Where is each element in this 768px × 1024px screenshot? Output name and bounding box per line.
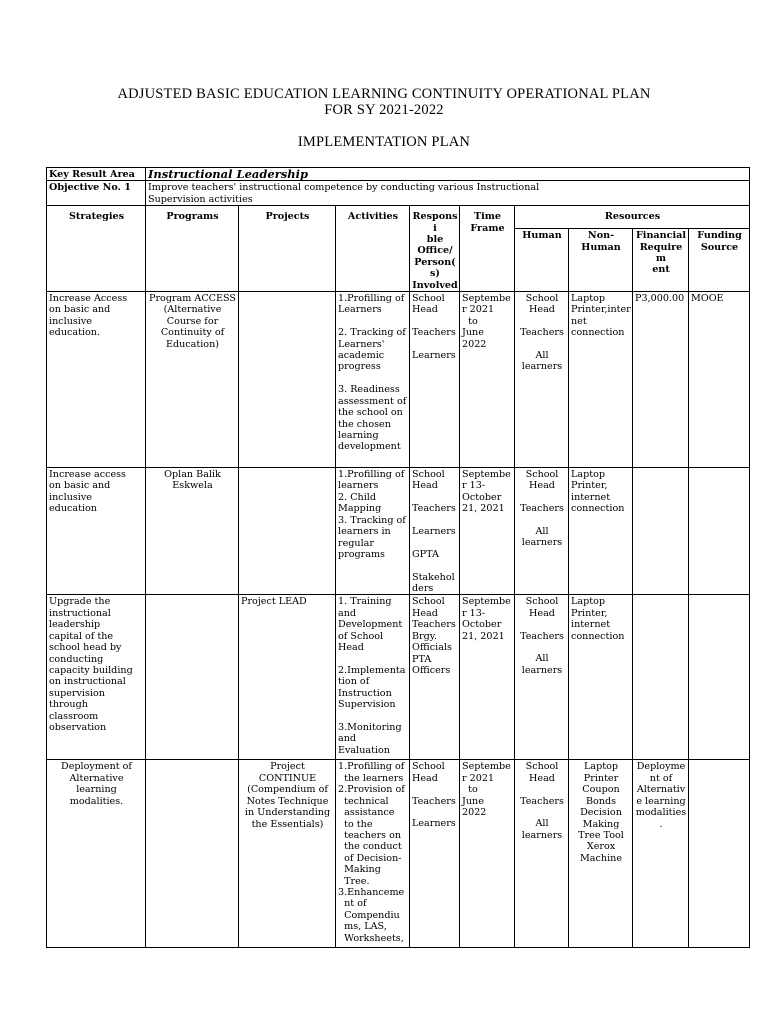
header-projects: Projects xyxy=(239,206,336,292)
strategy-cell-line: learning xyxy=(76,784,117,796)
nonhuman-cell xyxy=(569,595,633,760)
activities-cell-line: 3.Monitoring xyxy=(338,721,402,733)
nonhuman-cell-line: Making xyxy=(582,818,620,830)
activities-cell-line: tion of xyxy=(338,676,370,688)
table-row xyxy=(47,292,750,468)
human-cell-line: Teachers xyxy=(520,503,564,515)
human-cell-line: learners xyxy=(521,537,563,549)
activities-cell-line: technical xyxy=(338,795,389,807)
activities-cell-line: 1.Profilling of xyxy=(338,469,405,481)
strategy-cell-line: classroom xyxy=(49,710,99,722)
activities-cell-line: 1. Training xyxy=(338,596,392,608)
nonhuman-cell-line: Machine xyxy=(579,852,623,864)
timeframe-cell-line: Septembe xyxy=(462,293,511,305)
human-cell-line xyxy=(517,807,567,818)
human-cell-line: All xyxy=(535,818,549,830)
nonhuman-cell-line: net xyxy=(571,315,587,327)
human-cell-line xyxy=(517,316,567,327)
activities-cell-line: learners xyxy=(338,480,379,492)
project-cell-line: Project CONTINUE xyxy=(258,761,317,784)
responsible-cell-line xyxy=(412,807,458,818)
header-nonhuman-line: Non- xyxy=(587,230,615,242)
timeframe-cell xyxy=(460,292,515,468)
activities-cell-line: the school on xyxy=(338,407,403,419)
nonhuman-cell-line: Printer,inter xyxy=(571,304,631,316)
header-strategies: Strategies xyxy=(47,206,146,292)
strategy-cell xyxy=(47,292,146,468)
nonhuman-cell xyxy=(569,760,633,948)
strategy-cell-line: Deployment of xyxy=(61,761,132,773)
activities-cell-line: to the xyxy=(338,818,373,830)
responsible-cell-line: Stakehol xyxy=(412,571,455,583)
nonhuman-cell-line: Laptop xyxy=(583,761,618,773)
strategy-cell-line: observation xyxy=(49,721,107,733)
financial-cell-line: . xyxy=(659,818,663,830)
human-cell-line: Head xyxy=(529,607,555,619)
human-cell-line: School xyxy=(525,469,559,481)
human-cell xyxy=(515,292,569,468)
strategy-cell-line: school head by xyxy=(49,642,122,654)
header-responsible-line: ble xyxy=(426,234,444,246)
header-responsible-line: Responsi xyxy=(412,211,458,234)
responsible-cell xyxy=(410,595,460,760)
activities-cell-line: of School xyxy=(338,630,384,642)
responsible-cell-line xyxy=(412,560,458,571)
header-resources: Resources xyxy=(515,206,750,229)
strategy-cell-line: Increase access xyxy=(49,469,126,481)
activities-cell-line: 1.Profilling of xyxy=(338,293,405,305)
project-cell-line: Notes Technique xyxy=(246,795,329,807)
funding-cell xyxy=(689,292,750,468)
responsible-cell-line: Teachers xyxy=(412,795,456,807)
kra-label: Key Result Area xyxy=(47,168,146,181)
kra-value: Instructional Leadership xyxy=(146,168,750,181)
nonhuman-cell-line: connection xyxy=(571,503,625,515)
financial-cell xyxy=(633,292,689,468)
activities-cell-line: Instruction xyxy=(338,687,392,699)
timeframe-cell-line: 21, 2021 xyxy=(462,630,505,642)
program-cell-line: Continuity of xyxy=(160,327,225,339)
strategy-cell-line: instructional xyxy=(49,607,111,619)
activities-cell-line: 2. Child xyxy=(338,491,377,503)
objective-text xyxy=(146,181,750,206)
human-cell-line: All xyxy=(535,653,549,665)
responsible-cell-line: Teachers xyxy=(412,327,456,339)
nonhuman-cell-line: Laptop xyxy=(571,596,606,608)
human-cell-line xyxy=(517,339,567,350)
nonhuman-cell-line: Coupon xyxy=(582,784,620,796)
timeframe-cell-line: to xyxy=(462,315,478,327)
responsible-cell xyxy=(410,468,460,595)
header-human: Human xyxy=(515,229,569,292)
activities-cell xyxy=(336,468,410,595)
program-cell-line: Education) xyxy=(165,338,220,350)
header-responsible xyxy=(410,206,460,292)
human-cell-line xyxy=(517,492,567,503)
program-cell-line: Oplan Balik xyxy=(164,469,221,481)
activities-cell-line: Development xyxy=(338,619,403,631)
activities-cell-line: Learners' xyxy=(338,338,385,350)
funding-cell xyxy=(689,595,750,760)
project-cell-line: (Compendium of xyxy=(247,784,328,796)
program-cell-line: Program ACCESS xyxy=(149,293,236,305)
financial-cell-line: P3,000.00 xyxy=(635,293,685,305)
header-funding xyxy=(689,229,750,292)
human-cell-line: All xyxy=(535,526,549,538)
activities-cell-line: assistance xyxy=(338,807,395,819)
activities-cell-line: the conduct xyxy=(338,841,402,853)
header-financial-line: ent xyxy=(652,264,670,276)
header-nonhuman-line: Human xyxy=(581,241,621,253)
activities-cell-line: Supervision xyxy=(338,699,396,711)
header-financial-line: Requirem xyxy=(639,241,683,264)
activities-cell-line: Worksheets, xyxy=(338,932,404,944)
project-cell-line: Project LEAD xyxy=(241,596,307,608)
project-cell-line: in Understanding xyxy=(244,807,331,819)
strategy-cell-line: on basic and xyxy=(49,480,111,492)
activities-cell-line: assessment of xyxy=(338,395,407,407)
objective-text-line: Supervision activities xyxy=(148,193,253,205)
timeframe-cell xyxy=(460,468,515,595)
nonhuman-cell-line: Laptop xyxy=(571,293,606,305)
financial-cell-line: nt of xyxy=(649,772,673,784)
activities-cell-line: learning xyxy=(338,429,379,441)
header-financial-line: Financial xyxy=(636,230,686,242)
responsible-cell-line: Head xyxy=(412,304,438,316)
responsible-cell-line: School xyxy=(412,761,445,773)
strategy-cell-line: modalities. xyxy=(69,795,124,807)
responsible-cell-line xyxy=(412,492,458,503)
timeframe-cell-line: Septembe xyxy=(462,596,511,608)
implementation-plan-table xyxy=(46,167,750,948)
project-cell-line: the Essentials) xyxy=(251,818,324,830)
activities-cell-line: learners in xyxy=(338,526,391,538)
strategy-cell-line: Upgrade the xyxy=(49,596,111,608)
timeframe-cell-line: October xyxy=(462,619,502,631)
responsible-cell-line: School xyxy=(412,469,445,481)
timeframe-cell-line: 2022 xyxy=(462,807,487,819)
timeframe-cell-line: October xyxy=(462,491,502,503)
nonhuman-cell-line: Laptop xyxy=(571,469,606,481)
human-cell-line: Teachers xyxy=(520,630,564,642)
responsible-cell-line: PTA xyxy=(412,653,432,665)
activities-cell-line: 3.Enhanceme xyxy=(338,886,405,898)
plan-rows xyxy=(47,292,750,948)
human-cell-line: School xyxy=(525,761,559,773)
header-responsible-line: Person(s) xyxy=(414,256,456,280)
table-row xyxy=(47,595,750,760)
timeframe-cell-line: 21, 2021 xyxy=(462,503,505,515)
nonhuman-cell-line: internet xyxy=(571,619,611,631)
objective-text-line: Improve teachers' instructional competence by conducting various Instructional xyxy=(148,182,540,194)
table-row xyxy=(47,468,750,595)
nonhuman-cell-line: connection xyxy=(571,327,625,339)
human-cell-line: School xyxy=(525,596,559,608)
document-title-line2: FOR SY 2021-2022 xyxy=(324,102,444,118)
table-row xyxy=(47,760,750,948)
responsible-cell-line xyxy=(412,784,458,795)
activities-cell-line: development xyxy=(338,441,401,453)
human-cell-line xyxy=(517,619,567,630)
activities-cell-line: Evaluation xyxy=(338,744,390,756)
nonhuman-cell-line: Bonds xyxy=(585,795,617,807)
strategy-cell-line: on instructional xyxy=(49,676,126,688)
funding-cell xyxy=(689,468,750,595)
header-funding-line: Source xyxy=(700,241,739,253)
financial-cell-line: modalities xyxy=(635,807,687,819)
header-timeframe-line: Frame xyxy=(470,222,505,234)
timeframe-cell-line: 2022 xyxy=(462,338,487,350)
timeframe-cell-line: Septembe xyxy=(462,469,511,481)
document-subtitle: IMPLEMENTATION PLAN xyxy=(297,134,471,150)
human-cell-line: learners xyxy=(521,664,563,676)
activities-cell-line: 1.Profilling of xyxy=(338,761,405,773)
program-cell xyxy=(146,760,239,948)
activities-cell-line: progress xyxy=(338,361,381,373)
nonhuman-cell-line: internet xyxy=(571,491,611,503)
human-cell-line xyxy=(517,515,567,526)
nonhuman-cell-line: Printer, xyxy=(571,607,608,619)
program-cell-line: (Alternative xyxy=(163,304,222,316)
human-cell-line: Head xyxy=(529,480,555,492)
header-activities: Activities xyxy=(336,206,410,292)
human-cell-line: School xyxy=(525,293,559,305)
activities-cell-line: Mapping xyxy=(338,503,382,515)
strategy-cell-line: inclusive xyxy=(49,315,92,327)
strategy-cell-line: inclusive xyxy=(49,491,92,503)
activities-cell-line: programs xyxy=(338,548,385,560)
responsible-cell-line: Learners xyxy=(412,350,456,362)
timeframe-cell-line: r 2021 xyxy=(462,772,495,784)
responsible-cell-line xyxy=(412,339,458,350)
activities-cell-line: Tree. xyxy=(338,875,370,887)
nonhuman-cell-line: Decision xyxy=(580,807,622,819)
funding-cell xyxy=(689,760,750,948)
strategy-cell-line: leadership xyxy=(49,619,101,631)
strategy-cell-line: Increase Access xyxy=(49,293,128,305)
human-cell-line: learners xyxy=(521,361,563,373)
nonhuman-cell-line: Printer xyxy=(583,772,619,784)
activities-cell-line: and xyxy=(338,607,357,619)
responsible-cell-line: Teachers xyxy=(412,619,456,631)
header-nonhuman xyxy=(569,229,633,292)
human-cell-line: learners xyxy=(521,829,563,841)
activities-cell xyxy=(336,595,410,760)
document-title-line1: ADJUSTED BASIC EDUCATION LEARNING CONTINUITY OPERATIONAL PLAN xyxy=(117,86,651,102)
activities-cell-line: academic xyxy=(338,350,385,362)
program-cell xyxy=(146,468,239,595)
nonhuman-cell-line: connection xyxy=(571,630,625,642)
human-cell xyxy=(515,595,569,760)
responsible-cell-line: Head xyxy=(412,607,438,619)
project-cell xyxy=(239,292,336,468)
header-responsible-line: Office/ xyxy=(417,245,453,257)
responsible-cell-line: Head xyxy=(412,480,438,492)
funding-cell-line: MOOE xyxy=(691,293,724,305)
activities-cell-line xyxy=(338,373,408,384)
human-cell-line: Teachers xyxy=(520,327,564,339)
responsible-cell-line: Learners xyxy=(412,818,456,830)
human-cell xyxy=(515,468,569,595)
activities-cell xyxy=(336,760,410,948)
financial-cell-line: Deployme xyxy=(636,761,686,773)
timeframe-cell-line: June xyxy=(462,795,484,807)
activities-cell-line: Learners xyxy=(338,304,382,316)
timeframe-cell xyxy=(460,760,515,948)
strategy-cell-line: on basic and xyxy=(49,304,111,316)
timeframe-cell-line: Septembe xyxy=(462,761,511,773)
activities-cell-line: 3. Tracking of xyxy=(338,514,406,526)
activities-cell-line: the chosen xyxy=(338,418,391,430)
header-financial xyxy=(633,229,689,292)
strategy-cell-line: education xyxy=(49,503,97,515)
program-cell xyxy=(146,292,239,468)
program-cell-line: Course for xyxy=(166,315,219,327)
human-cell-line: All xyxy=(535,350,549,362)
strategy-cell xyxy=(47,468,146,595)
human-cell-line xyxy=(517,784,567,795)
strategy-cell-line: through xyxy=(49,699,88,711)
nonhuman-cell-line: Printer, xyxy=(571,480,608,492)
activities-cell-line: 2.Implementa xyxy=(338,664,406,676)
responsible-cell-line: Officers xyxy=(412,664,451,676)
responsible-cell-line xyxy=(412,537,458,548)
header-programs: Programs xyxy=(146,206,239,292)
program-cell xyxy=(146,595,239,760)
responsible-cell-line: School xyxy=(412,293,445,305)
activities-cell-line: nt of xyxy=(338,898,367,910)
activities-cell-line: 2.Provision of xyxy=(338,784,405,796)
activities-cell-line: Making xyxy=(338,864,381,876)
timeframe-cell xyxy=(460,595,515,760)
activities-cell-line: Head xyxy=(338,642,364,654)
human-cell-line: Head xyxy=(529,304,555,316)
financial-cell xyxy=(633,760,689,948)
responsible-cell-line: Teachers xyxy=(412,503,456,515)
responsible-cell-line: School xyxy=(412,596,445,608)
activities-cell-line xyxy=(338,711,408,722)
activities-cell-line: of Decision- xyxy=(338,852,402,864)
activities-cell-line xyxy=(338,316,408,327)
nonhuman-cell-line: Tree Tool xyxy=(578,829,624,841)
activities-cell-line: teachers on xyxy=(338,829,402,841)
financial-cell xyxy=(633,595,689,760)
timeframe-cell-line: r 13- xyxy=(462,607,486,619)
financial-cell-line: Alternativ xyxy=(636,784,686,796)
activities-cell-line: and xyxy=(338,733,357,745)
human-cell-line: Head xyxy=(529,772,555,784)
responsible-cell-line: Officials xyxy=(412,642,452,654)
strategy-cell-line: Alternative xyxy=(69,772,124,784)
responsible-cell-line: Head xyxy=(412,772,438,784)
responsible-cell-line xyxy=(412,316,458,327)
activities-cell-line: the learners xyxy=(338,772,404,784)
responsible-cell-line xyxy=(412,515,458,526)
activities-cell xyxy=(336,292,410,468)
project-cell xyxy=(239,760,336,948)
responsible-cell-line: GPTA xyxy=(412,548,439,560)
header-responsible-line: Involved xyxy=(412,279,458,291)
strategy-cell-line: education. xyxy=(49,327,101,339)
activities-cell-line: regular xyxy=(338,537,374,549)
human-cell-line xyxy=(517,642,567,653)
responsible-cell-line: ders xyxy=(412,583,434,595)
project-cell xyxy=(239,468,336,595)
financial-cell-line: e learning xyxy=(636,795,686,807)
responsible-cell-line: Learners xyxy=(412,526,456,538)
strategy-cell-line: capacity building xyxy=(49,664,133,676)
strategy-cell-line: conducting xyxy=(49,653,104,665)
activities-cell-line: 2. Tracking of xyxy=(338,327,406,339)
header-funding-line: Funding xyxy=(697,230,742,242)
responsible-cell xyxy=(410,292,460,468)
strategy-cell xyxy=(47,760,146,948)
nonhuman-cell xyxy=(569,468,633,595)
objective-label: Objective No. 1 xyxy=(47,181,146,206)
activities-cell-line xyxy=(338,654,408,665)
nonhuman-cell-line: Xerox xyxy=(586,841,616,853)
activities-cell-line: Compendiu xyxy=(338,909,400,921)
header-timeframe-line: Time xyxy=(473,211,502,223)
nonhuman-cell xyxy=(569,292,633,468)
responsible-cell xyxy=(410,760,460,948)
header-timeframe xyxy=(460,206,515,292)
responsible-cell-line: Brgy. xyxy=(412,630,437,642)
timeframe-cell-line: r 2021 xyxy=(462,304,495,316)
timeframe-cell-line: r 13- xyxy=(462,480,486,492)
project-cell xyxy=(239,595,336,760)
timeframe-cell-line: to xyxy=(462,784,478,796)
strategy-cell-line: supervision xyxy=(49,687,105,699)
strategy-cell xyxy=(47,595,146,760)
activities-cell-line: ms, LAS, xyxy=(338,921,387,933)
activities-cell-line: 3. Readiness xyxy=(338,384,400,396)
financial-cell xyxy=(633,468,689,595)
timeframe-cell-line: June xyxy=(462,327,484,339)
human-cell-line: Teachers xyxy=(520,795,564,807)
strategy-cell-line: capital of the xyxy=(49,630,114,642)
program-cell-line: Eskwela xyxy=(172,480,213,492)
human-cell xyxy=(515,760,569,948)
